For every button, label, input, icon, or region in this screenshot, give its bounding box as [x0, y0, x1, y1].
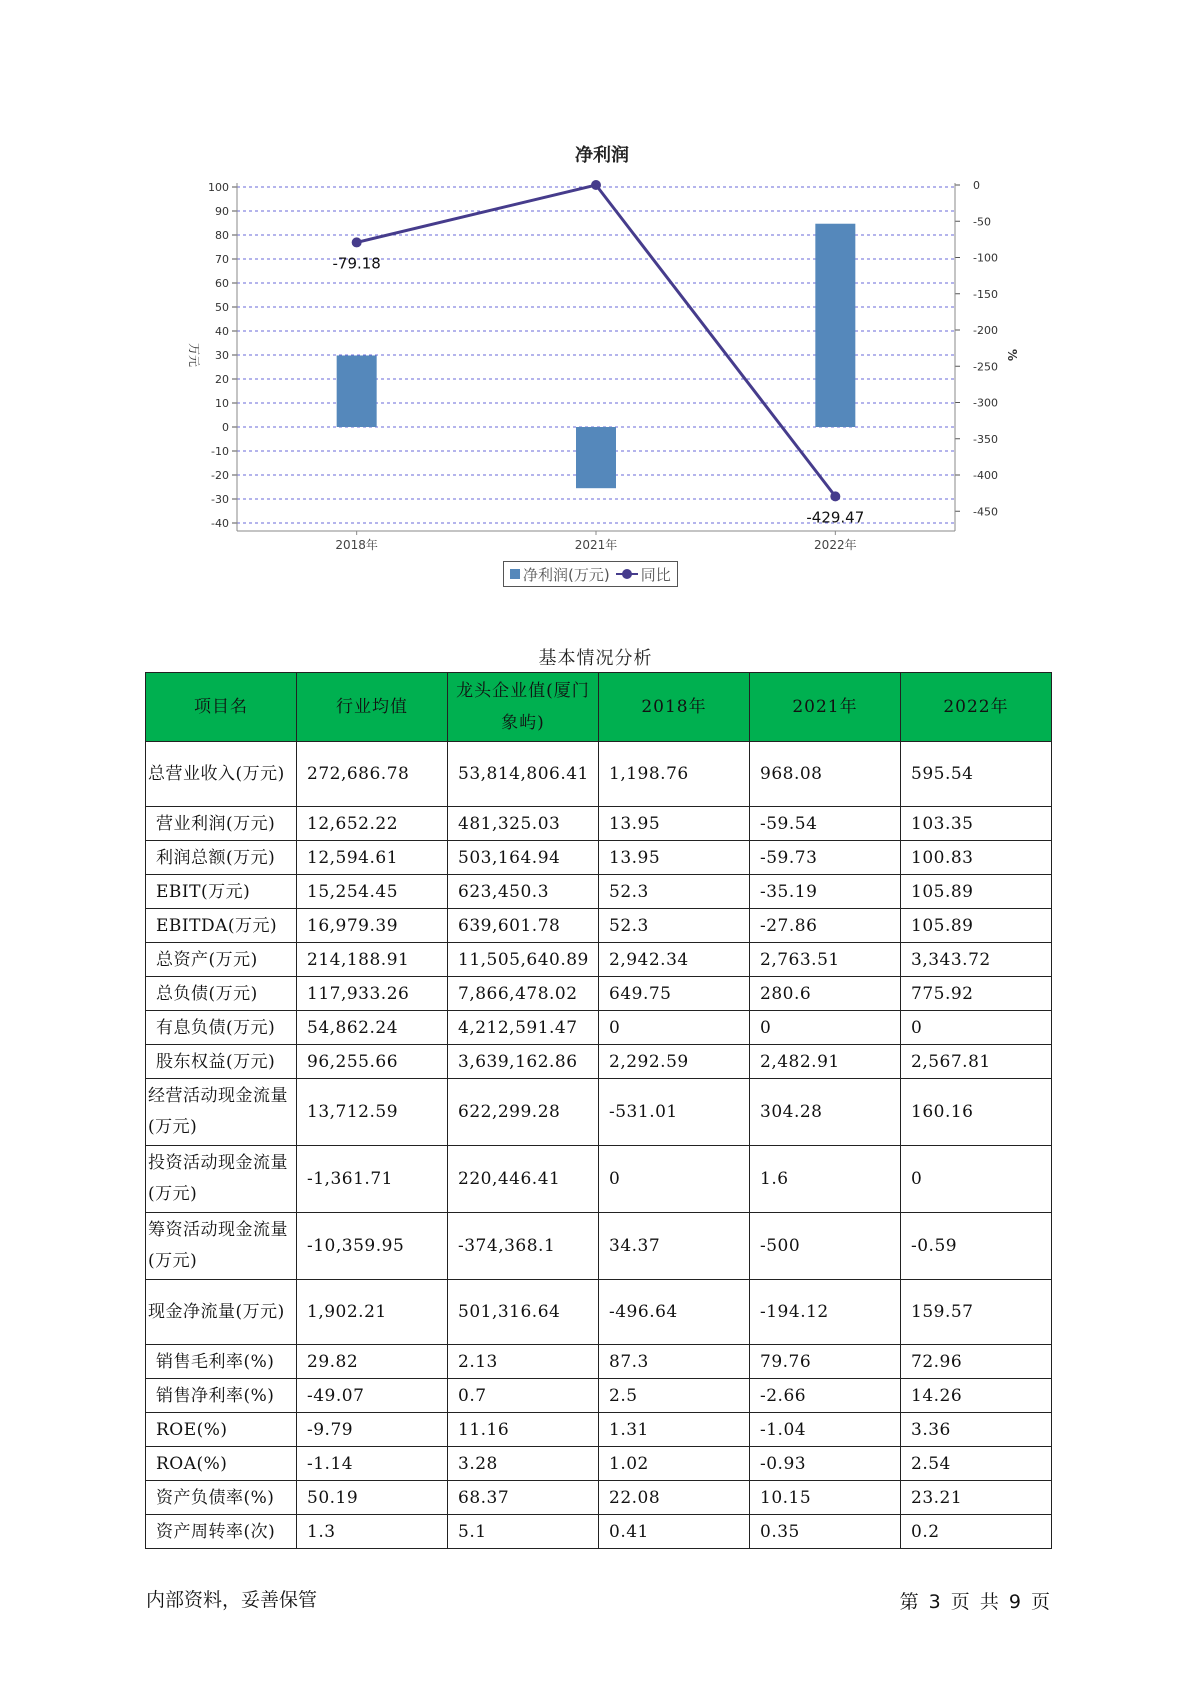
table-cell: 0.2 — [901, 1515, 1052, 1549]
table-cell: 54,862.24 — [297, 1011, 448, 1045]
table-row — [146, 1345, 1052, 1379]
table-cell: 79.76 — [750, 1345, 901, 1379]
y-tick-label: 70 — [215, 253, 229, 266]
table-cell: 12,594.61 — [297, 841, 448, 875]
legend-item-line — [616, 564, 671, 585]
row-label: ROE(%) — [146, 1413, 297, 1447]
table-cell: 16,979.39 — [297, 909, 448, 943]
table-cell: 53,814,806.41 — [448, 742, 599, 807]
table-cell: 11.16 — [448, 1413, 599, 1447]
y2-tick-label: 0 — [973, 179, 980, 192]
table-cell: -1.14 — [297, 1447, 448, 1481]
table-cell: 968.08 — [750, 742, 901, 807]
table-cell: 23.21 — [901, 1481, 1052, 1515]
table-cell: 0 — [599, 1146, 750, 1213]
table-cell: 87.3 — [599, 1345, 750, 1379]
y-tick-label: -10 — [211, 445, 229, 458]
y2-tick-label: -100 — [973, 251, 998, 265]
row-label: 总负债(万元) — [146, 977, 297, 1011]
table-cell: -27.86 — [750, 909, 901, 943]
table-cell: 2,567.81 — [901, 1045, 1052, 1079]
x-tick-label: 2021年 — [574, 538, 618, 552]
footer-page-number: 第 3 页 共 9 页 — [899, 1591, 1052, 1613]
table-cell: 1.02 — [599, 1447, 750, 1481]
table-cell: 117,933.26 — [297, 977, 448, 1011]
table-cell: 0 — [750, 1011, 901, 1045]
table-row — [146, 943, 1052, 977]
table-cell: 5.1 — [448, 1515, 599, 1549]
x-tick-label: 2018年 — [335, 538, 378, 552]
table-cell: 503,164.94 — [448, 841, 599, 875]
table-cell: 2,763.51 — [750, 943, 901, 977]
table-cell: 1,902.21 — [297, 1280, 448, 1345]
table-cell: 7,866,478.02 — [448, 977, 599, 1011]
y2-tick-label: -150 — [973, 287, 998, 301]
table-cell: -2.66 — [750, 1379, 901, 1413]
analysis-table — [145, 672, 1052, 1549]
table-cell: 15,254.45 — [297, 875, 448, 909]
table-cell: 52.3 — [599, 909, 750, 943]
line-point — [352, 237, 362, 247]
table-cell: 0.35 — [750, 1515, 901, 1549]
table-row — [146, 1146, 1052, 1213]
table-cell: 0 — [901, 1146, 1052, 1213]
y-tick-label: -40 — [211, 517, 229, 530]
table-cell: 2.54 — [901, 1447, 1052, 1481]
line-point — [591, 180, 601, 190]
table-cell: 1.3 — [297, 1515, 448, 1549]
table-cell: 4,212,591.47 — [448, 1011, 599, 1045]
y-tick-label: 60 — [215, 277, 229, 290]
table-row — [146, 977, 1052, 1011]
bar — [815, 224, 855, 427]
y2-tick-label: -450 — [973, 505, 998, 519]
row-label: EBITDA(万元) — [146, 909, 297, 943]
table-cell: 1.31 — [599, 1413, 750, 1447]
table-cell: 13.95 — [599, 841, 750, 875]
table-cell: 50.19 — [297, 1481, 448, 1515]
row-label: 总营业收入(万元) — [146, 742, 297, 807]
table-cell: 72.96 — [901, 1345, 1052, 1379]
table-cell: 2,292.59 — [599, 1045, 750, 1079]
table-cell: 103.35 — [901, 807, 1052, 841]
table-cell: 100.83 — [901, 841, 1052, 875]
table-cell: 2,482.91 — [750, 1045, 901, 1079]
table-header-cell: 2018年 — [599, 673, 750, 742]
row-label: 筹资活动现金流量(万元) — [146, 1213, 297, 1280]
table-cell: 1.6 — [750, 1146, 901, 1213]
row-label: 资产周转率(次) — [146, 1515, 297, 1549]
table-cell: -531.01 — [599, 1079, 750, 1146]
y-tick-label: 40 — [215, 325, 229, 338]
table-cell: 159.57 — [901, 1280, 1052, 1345]
y2-tick-label: -300 — [973, 396, 998, 410]
line-marker-icon — [616, 569, 638, 579]
table-cell: -500 — [750, 1213, 901, 1280]
table-header-cell: 2021年 — [750, 673, 901, 742]
table-cell: -374,368.1 — [448, 1213, 599, 1280]
table-cell: 0.41 — [599, 1515, 750, 1549]
table-cell: -9.79 — [297, 1413, 448, 1447]
y-tick-label: 0 — [222, 421, 229, 434]
table-cell: 10.15 — [750, 1481, 901, 1515]
table-cell: -0.93 — [750, 1447, 901, 1481]
table-cell: -35.19 — [750, 875, 901, 909]
row-label: 资产负债率(%) — [146, 1481, 297, 1515]
table-cell: 34.37 — [599, 1213, 750, 1280]
data-label: -79.18 — [332, 254, 381, 273]
y-tick-label: 80 — [215, 229, 229, 242]
x-tick-label: 2022年 — [814, 538, 857, 552]
table-header-cell: 项目名 — [146, 673, 297, 742]
table-cell: -59.73 — [750, 841, 901, 875]
row-label: 销售毛利率(%) — [146, 1345, 297, 1379]
table-cell: 3,343.72 — [901, 943, 1052, 977]
footer-confidential: 内部资料，妥善保管 — [146, 1589, 318, 1611]
legend-item-bar — [510, 564, 610, 585]
y2-tick-label: -50 — [973, 215, 991, 229]
y-tick-label: 30 — [215, 349, 229, 362]
row-label: EBIT(万元) — [146, 875, 297, 909]
table-cell: 639,601.78 — [448, 909, 599, 943]
table-cell: -194.12 — [750, 1280, 901, 1345]
table-cell: 2.5 — [599, 1379, 750, 1413]
table-cell: 3.28 — [448, 1447, 599, 1481]
data-label: -429.47 — [806, 508, 865, 527]
table-cell: 29.82 — [297, 1345, 448, 1379]
table-cell: 12,652.22 — [297, 807, 448, 841]
table-cell: 0 — [599, 1011, 750, 1045]
row-label: ROA(%) — [146, 1447, 297, 1481]
chart-title: 净利润 — [575, 145, 629, 166]
table-row — [146, 1481, 1052, 1515]
table-header-cell: 2022年 — [901, 673, 1052, 742]
table-row — [146, 1011, 1052, 1045]
y2-tick-label: -400 — [973, 469, 998, 482]
table-cell: 272,686.78 — [297, 742, 448, 807]
table-cell: -49.07 — [297, 1379, 448, 1413]
table-cell: -10,359.95 — [297, 1213, 448, 1280]
table-cell: 595.54 — [901, 742, 1052, 807]
y-tick-label: -30 — [211, 493, 229, 506]
row-label: 投资活动现金流量(万元) — [146, 1146, 297, 1213]
table-cell: -496.64 — [599, 1280, 750, 1345]
row-label: 现金净流量(万元) — [146, 1280, 297, 1345]
table-cell: 3.36 — [901, 1413, 1052, 1447]
table-header-cell: 行业均值 — [297, 673, 448, 742]
table-cell: 220,446.41 — [448, 1146, 599, 1213]
y-tick-label: 100 — [208, 181, 229, 194]
y2-tick-label: -200 — [973, 324, 998, 337]
table-cell: -59.54 — [750, 807, 901, 841]
table-cell: 0 — [901, 1011, 1052, 1045]
table-cell: 105.89 — [901, 909, 1052, 943]
table-row — [146, 841, 1052, 875]
row-label: 总资产(万元) — [146, 943, 297, 977]
table-row — [146, 807, 1052, 841]
bar-swatch-icon — [510, 569, 520, 579]
table-cell: 68.37 — [448, 1481, 599, 1515]
legend-label-line: 同比 — [640, 565, 671, 584]
table-row — [146, 1280, 1052, 1345]
table-cell: 13.95 — [599, 807, 750, 841]
table-cell: -1.04 — [750, 1413, 901, 1447]
table-cell: 775.92 — [901, 977, 1052, 1011]
table-row — [146, 909, 1052, 943]
bar — [337, 355, 377, 427]
table-cell: 52.3 — [599, 875, 750, 909]
row-label: 经营活动现金流量(万元) — [146, 1079, 297, 1146]
y-tick-label: 90 — [215, 205, 229, 218]
table-cell: 623,450.3 — [448, 875, 599, 909]
table-cell: 0.7 — [448, 1379, 599, 1413]
table-body — [146, 742, 1052, 1549]
legend-label-bar: 净利润(万元) — [523, 565, 610, 584]
table-row — [146, 1213, 1052, 1280]
row-label: 股东权益(万元) — [146, 1045, 297, 1079]
bar — [576, 427, 616, 488]
table-cell: 649.75 — [599, 977, 750, 1011]
y-tick-label: 50 — [215, 301, 229, 314]
table-cell: 11,505,640.89 — [448, 943, 599, 977]
table-cell: 280.6 — [750, 977, 901, 1011]
y-tick-label: -20 — [211, 469, 229, 482]
y2-axis-title: % — [1005, 348, 1019, 362]
table-row — [146, 1447, 1052, 1481]
table-cell: 105.89 — [901, 875, 1052, 909]
table-cell: 214,188.91 — [297, 943, 448, 977]
row-label: 利润总额(万元) — [146, 841, 297, 875]
table-cell: 501,316.64 — [448, 1280, 599, 1345]
row-label: 销售净利率(%) — [146, 1379, 297, 1413]
table-header-row — [146, 673, 1052, 742]
row-label: 有息负债(万元) — [146, 1011, 297, 1045]
y2-tick-label: -250 — [973, 360, 998, 374]
table-cell: 160.16 — [901, 1079, 1052, 1146]
table-cell: 3,639,162.86 — [448, 1045, 599, 1079]
table-row — [146, 1379, 1052, 1413]
table-row — [146, 1413, 1052, 1447]
table-cell: 481,325.03 — [448, 807, 599, 841]
table-cell: -1,361.71 — [297, 1146, 448, 1213]
net-profit-chart — [0, 130, 1191, 560]
table-header-cell: 龙头企业值(厦门象屿) — [448, 673, 599, 742]
chart-legend — [503, 561, 678, 587]
table-caption: 基本情况分析 — [538, 648, 653, 669]
table-row — [146, 742, 1052, 807]
table-row — [146, 1515, 1052, 1549]
table-cell: 22.08 — [599, 1481, 750, 1515]
table-cell: 304.28 — [750, 1079, 901, 1146]
y2-tick-label: -350 — [973, 432, 998, 446]
table-cell: 2,942.34 — [599, 943, 750, 977]
row-label: 营业利润(万元) — [146, 807, 297, 841]
table-cell: 622,299.28 — [448, 1079, 599, 1146]
table-row — [146, 1045, 1052, 1079]
line-point — [830, 491, 840, 501]
table-cell: 13,712.59 — [297, 1079, 448, 1146]
table-cell: 2.13 — [448, 1345, 599, 1379]
table-cell: 96,255.66 — [297, 1045, 448, 1079]
y-tick-label: 20 — [215, 373, 229, 386]
table-cell: 1,198.76 — [599, 742, 750, 807]
table-cell: -0.59 — [901, 1213, 1052, 1280]
table-row — [146, 1079, 1052, 1146]
y-tick-label: 10 — [215, 397, 229, 410]
table-row — [146, 875, 1052, 909]
table-cell: 14.26 — [901, 1379, 1052, 1413]
y-axis-title: 万元 — [187, 342, 201, 368]
